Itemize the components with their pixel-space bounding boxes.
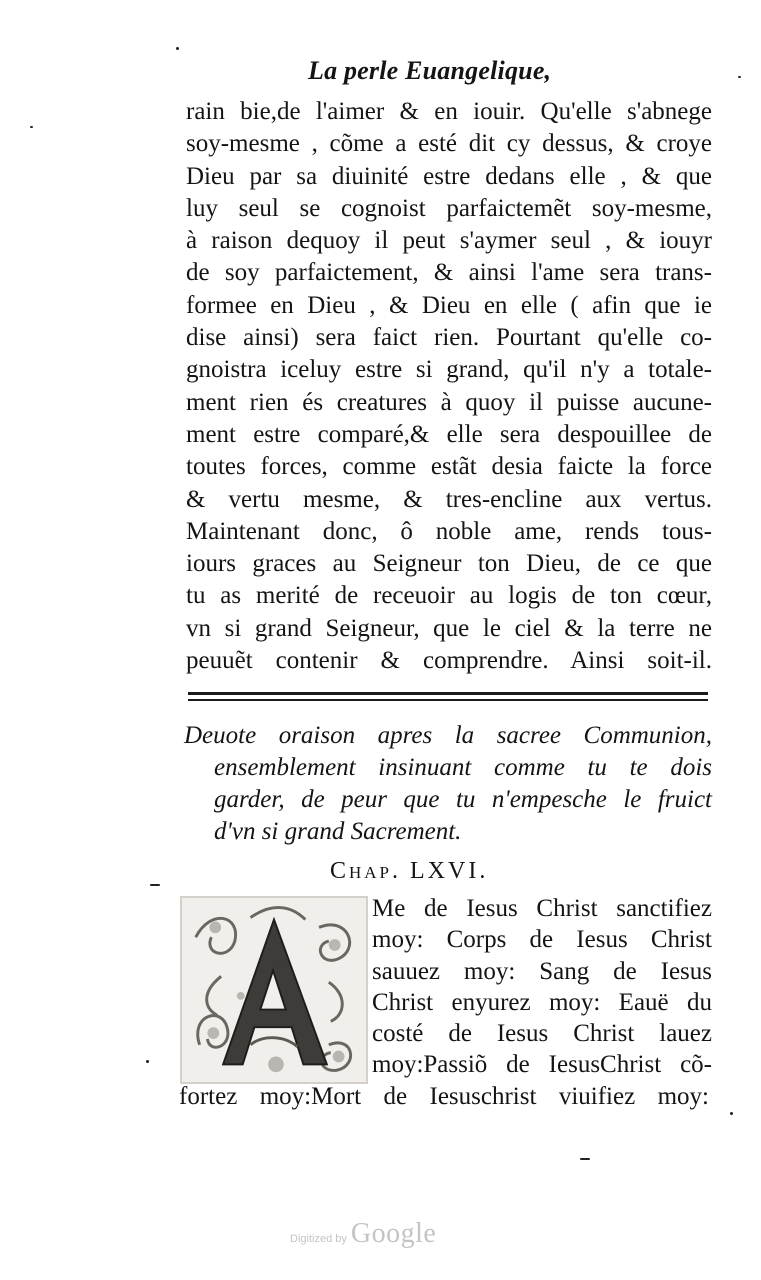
- body-line: ment rien és creatures à quoy il puisse aucune-: [186, 388, 712, 416]
- decorated-initial-image: [180, 896, 368, 1084]
- body-line: formee en Dieu , & Dieu en elle ( afin que ie: [186, 291, 712, 319]
- body-line: & vertu mesme, & tres-encline aux vertus.: [186, 485, 712, 513]
- chapter-line: costé de Iesus Christ lauez: [372, 1020, 712, 1048]
- google-logo: Google: [350, 1218, 437, 1249]
- heading-line: d'vn si grand Sacrement.: [214, 818, 462, 845]
- chapter-line: moy: Corps de Iesus Christ: [372, 926, 712, 954]
- chapter-heading: [184, 720, 712, 848]
- digitized-watermark: [290, 1218, 436, 1250]
- chapter-line: Me de Iesus Christ sanctifiez: [372, 895, 712, 922]
- body-line: iours graces au Seigneur ton Dieu, de ce que: [186, 550, 712, 578]
- body-line: soy-mesme , cõme a esté dit cy dessus, & croye: [186, 130, 712, 158]
- body-line: vn si grand Seigneur, que le ciel & la terre ne: [186, 614, 712, 642]
- running-head: La perle Euangelique,: [308, 56, 552, 85]
- chapter-line: sauuez moy: Sang de Iesus: [372, 957, 712, 985]
- ink-speck: [580, 1158, 590, 1160]
- body-line: luy seul se cognoist parfaictemẽt soy-mesme,: [186, 194, 712, 222]
- body-line: de soy parfaictement, & ainsi l'ame sera trans-: [186, 259, 712, 287]
- chapter-text: [179, 893, 712, 1112]
- watermark-prefix: Digitized by: [290, 1233, 347, 1245]
- heading-line: Deuote oraison apres la sacree Communion,: [184, 722, 712, 749]
- ink-speck: [30, 126, 33, 128]
- ink-speck: [738, 76, 741, 78]
- ink-speck: [150, 884, 160, 886]
- ink-speck: [176, 47, 179, 50]
- chapter-line: Christ enyurez moy: Eauë du: [372, 988, 712, 1016]
- body-line: Maintenant donc, ô noble ame, rends tous-: [186, 517, 712, 545]
- body-line: ment estre comparé,& elle sera despouillee de: [186, 420, 712, 448]
- section-rule-thin: [188, 699, 708, 701]
- ink-speck: [730, 1112, 733, 1115]
- heading-line: garder, de peur que tu n'empesche le fruict: [214, 786, 712, 813]
- chapter-line: moy:Passiõ de IesusChrist cõ-: [372, 1051, 712, 1079]
- ink-speck: [146, 1060, 149, 1063]
- heading-line: ensemblement insinuant comme tu te dois: [214, 754, 712, 781]
- body-text: [186, 96, 712, 677]
- body-line: Dieu par sa diuinité estre dedans elle , & que: [186, 162, 712, 190]
- chapter-number: Chap. LXVI.: [330, 858, 489, 884]
- body-line: toutes forces, comme estãt desia faicte la force: [186, 453, 712, 481]
- section-rule: [188, 692, 708, 695]
- body-line: gnoistra iceluy estre si grand, qu'il n'y a totale-: [186, 356, 712, 384]
- body-line: peuuẽt contenir & comprendre. Ainsi soit-il.: [186, 647, 712, 675]
- body-line: dise ainsi) sera faict rien. Pourtant qu'elle co-: [186, 324, 712, 352]
- ornamental-initial-a-icon: [182, 898, 366, 1082]
- body-line: à raison dequoy il peut s'aymer seul , & iouyr: [186, 227, 712, 255]
- body-line: tu as merité de receuoir au logis de ton cœur,: [186, 582, 712, 610]
- body-line: rain bie,de l'aimer & en iouir. Qu'elle s'abnege: [186, 98, 712, 125]
- chapter-line: fortez moy:Mort de Iesuschrist viuifiez moy:: [179, 1082, 709, 1110]
